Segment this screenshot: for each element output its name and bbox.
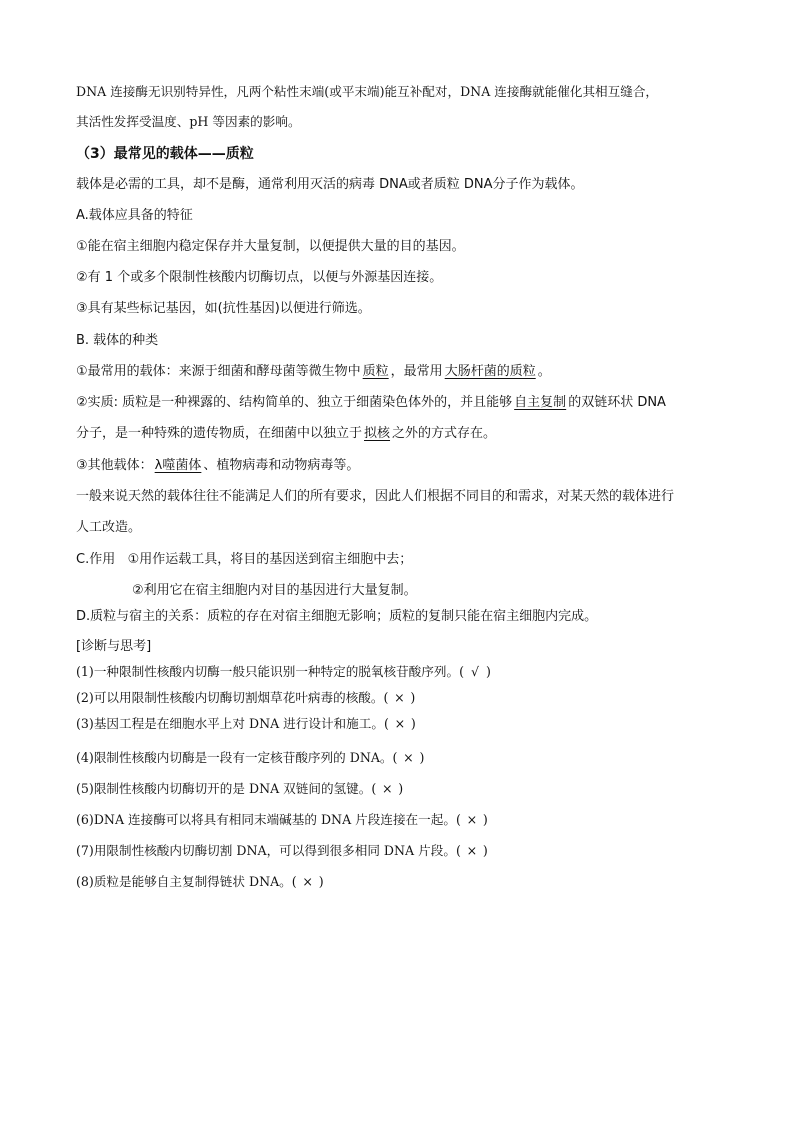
diagnosis-item-7: (7)用限制性核酸内切酶切割 DNA，可以得到很多相同 DNA 片段。( × ) [76,841,736,861]
diagnosis-item-4: (4)限制性核酸内切酶是一段有一定核苷酸序列的 DNA。( × ) [76,748,736,768]
ligase-line-1: DNA 连接酶无识别特异性，凡两个粘性末端(或平末端)能互补配对，DNA 连接酶就能催化其相互缝合， [76,84,659,99]
vector-intro: 载体是必需的工具，却不是酶，通常利用灭活的病毒 DNA或者质粒 DNA分子作为载体。 [76,177,584,192]
section-b-title: B. 载体的种类 [76,333,159,348]
b2-line2-pre: 分子，是一种特殊的遗传物质，在细菌中以独立于 [76,426,363,441]
diagnosis-item-6: (6)DNA 连接酶可以将具有相同末端碱基的 DNA 片段连接在一起。( × ) [76,810,736,830]
section-c-item-2: ②利用它在宿主细胞内对目的基因进行大量复制。 [132,583,417,598]
section-a-item-1: ①能在宿主细胞内稳定保存并大量复制，以便提供大量的目的基因。 [76,239,465,254]
b1-blank-2: 大肠杆菌的质粒 [444,364,536,379]
ligase-line-2: 其活性发挥受温度、pH 等因素的影响。 [76,114,301,129]
b3-blank-1: λ噬菌体 [154,458,202,473]
diagnosis-item-5: (5)限制性核酸内切酶切开的是 DNA 双链间的氢键。( × ) [76,779,736,799]
section-b-item-2-line-1 [76,393,736,413]
section-b-item-2-line-2 [76,424,736,444]
answer-mark: × [466,843,478,858]
answer-mark: × [394,716,406,731]
section-b-item-3 [76,456,736,476]
b2-blank-2: 拟核 [364,426,391,441]
b2-post: 的双链环状 DNA [568,395,666,410]
b1-post: 。 [537,364,551,379]
b1-pre: ①最常用的载体：来源于细菌和酵母菌等微生物中 [76,364,361,379]
diagnosis-item-1: (1)一种限制性核酸内切酶一般只能识别一种特定的脱氧核苷酸序列。( √ ) [76,662,736,682]
section-a-item-3: ③具有某些标记基因，如(抗性基因)以便进行筛选。 [76,301,371,316]
modify-line-2: 人工改造。 [76,520,142,535]
section-b-item-1 [76,362,736,382]
section-c-line-1 [76,550,736,570]
b1-blank-1: 质粒 [362,364,389,379]
answer-mark: × [403,750,414,765]
diagnosis-item-8: (8)质粒是能够自主复制得链状 DNA。( × ) [76,872,736,892]
b1-mid: ，最常用 [390,364,443,379]
diagnosis-item-3: (3)基因工程是在细胞水平上对 DNA 进行设计和施工。( × ) [76,714,736,734]
section-heading: （3）最常见的载体——质粒 [76,146,254,162]
diagnosis-title: [诊断与思考] [76,639,152,654]
section-a-title: A.载体应具备的特征 [76,208,193,223]
answer-mark: × [381,781,393,796]
answer-mark: × [466,812,478,827]
answer-mark: √ [470,664,479,679]
section-a-item-2: ②有 1 个或多个限制性核酸内切酶切点，以便与外源基因连接。 [76,270,443,285]
section-c-title: C.作用 [76,552,116,567]
b2-pre: ②实质: 质粒是一种裸露的、结构简单的、独立于细菌染色体外的，并且能够 [76,395,513,410]
diagnosis-item-2: (2)可以用限制性核酸内切酶切割烟草花叶病毒的核酸。( × ) [76,688,736,708]
b3-pre: ③其他载体： [76,458,153,473]
b3-post: 、植物病毒和动物病毒等。 [203,458,360,473]
modify-line-1: 一般来说天然的载体往往不能满足人们的所有要求，因此人们根据不同目的和需求，对某天然的载体进行 [76,489,675,504]
answer-mark: × [394,690,405,705]
answer-mark: × [302,874,313,889]
section-c-item-1: ①用作运载工具，将目的基因送到宿主细胞中去； [127,552,413,567]
section-d: D.质粒与宿主的关系：质粒的存在对宿主细胞无影响；质粒的复制只能在宿主细胞内完成。 [76,609,598,624]
b2-blank-1: 自主复制 [514,395,567,410]
b2-line2-post: 之外的方式存在。 [392,426,497,441]
